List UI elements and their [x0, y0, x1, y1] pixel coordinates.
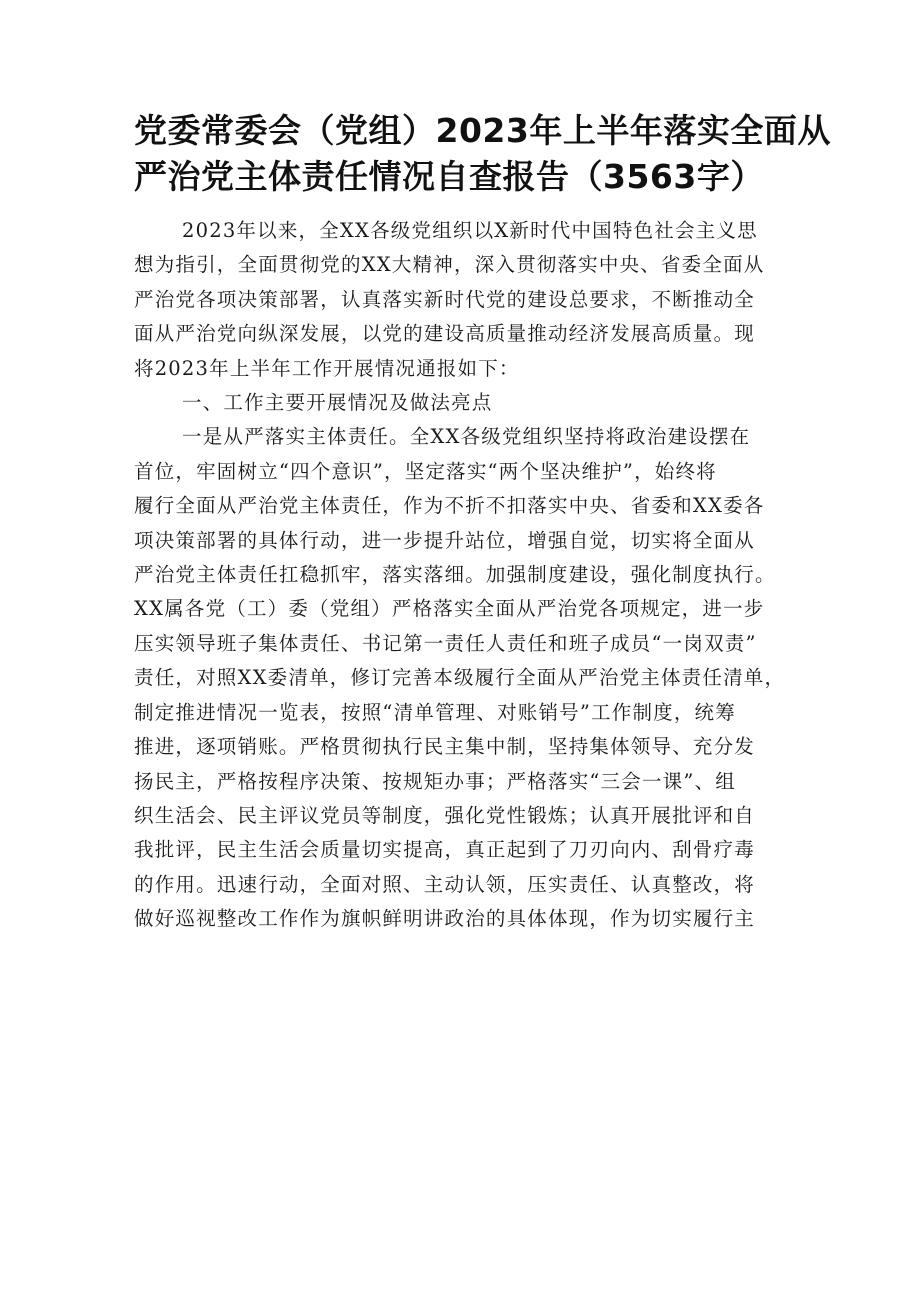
- text-line: 责任，对照XX委清单，修订完善本级履行全面从严治党主体责任清单，: [134, 666, 786, 690]
- text-line: 将2023年上半年工作开展情况通报如下：: [134, 356, 520, 380]
- point-one-paragraph: [134, 420, 799, 936]
- text-line: XX属各党（工）委（党组）严格落实全面从严治党各项规定，进一步: [134, 597, 765, 621]
- text-line: 履行全面从严治党主体责任，作为不折不扣落实中央、省委和XX委各: [134, 494, 765, 518]
- text-line: 织生活会、民主评议党员等制度，强化党性锻炼；认真开展批评和自: [134, 803, 756, 827]
- text-line: 制定推进情况一览表，按照“清单管理、对账销号”工作制度，统筹: [134, 700, 736, 724]
- document-title: [134, 108, 831, 200]
- text-line: 扬民主，严格按程序决策、按规矩办事；严格落实“三会一课”、组: [134, 769, 736, 793]
- text-line: 我批评，民主生活会质量切实提高，真正起到了刀刃向内、刮骨疗毒: [134, 838, 756, 862]
- text-line: 项决策部署的具体行动，进一步提升站位，增强自觉，切实将全面从: [134, 528, 756, 552]
- text-line: 2023年以来，全XX各级党组织以X新时代中国特色社会主义思: [182, 219, 758, 242]
- text-line: 严治党主体责任扛稳抓牢，落实落细。加强制度建设，强化制度执行。: [134, 563, 776, 587]
- text-line: 想为指引，全面贯彻党的XX大精神，深入贯彻落实中央、省委全面从: [134, 253, 765, 277]
- section-heading: 一、工作主要开展情况及做法亮点: [182, 391, 493, 415]
- title-line: 党委常委会（党组）2023年上半年落实全面从: [134, 111, 831, 150]
- document-body: [134, 214, 799, 937]
- text-line: 的作用。迅速行动，全面对照、主动认领，压实责任、认真整改，将: [134, 872, 756, 896]
- text-line: 严治党各项决策部署，认真落实新时代党的建设总要求，不断推动全: [134, 287, 756, 311]
- text-line: 做好巡视整改工作作为旗帜鲜明讲政治的具体体现，作为切实履行主: [134, 907, 756, 931]
- text-line: 面从严治党向纵深发展，以党的建设高质量推动经济发展高质量。现: [134, 322, 756, 346]
- text-line: 一是从严落实主体责任。全XX各级党组织坚持将政治建设摆在: [182, 425, 751, 449]
- text-line: 推进，逐项销账。严格贯彻执行民主集中制，坚持集体领导、充分发: [134, 735, 756, 759]
- text-line: 首位，牢固树立“四个意识”，坚定落实“两个坚决维护”，始终将: [134, 459, 717, 483]
- title-line: 严治党主体责任情况自查报告（3563字）: [134, 157, 764, 196]
- section-heading-block: [134, 386, 799, 420]
- intro-paragraph: [134, 214, 799, 386]
- text-line: 压实领导班子集体责任、书记第一责任人责任和班子成员“一岗双责”: [134, 631, 757, 655]
